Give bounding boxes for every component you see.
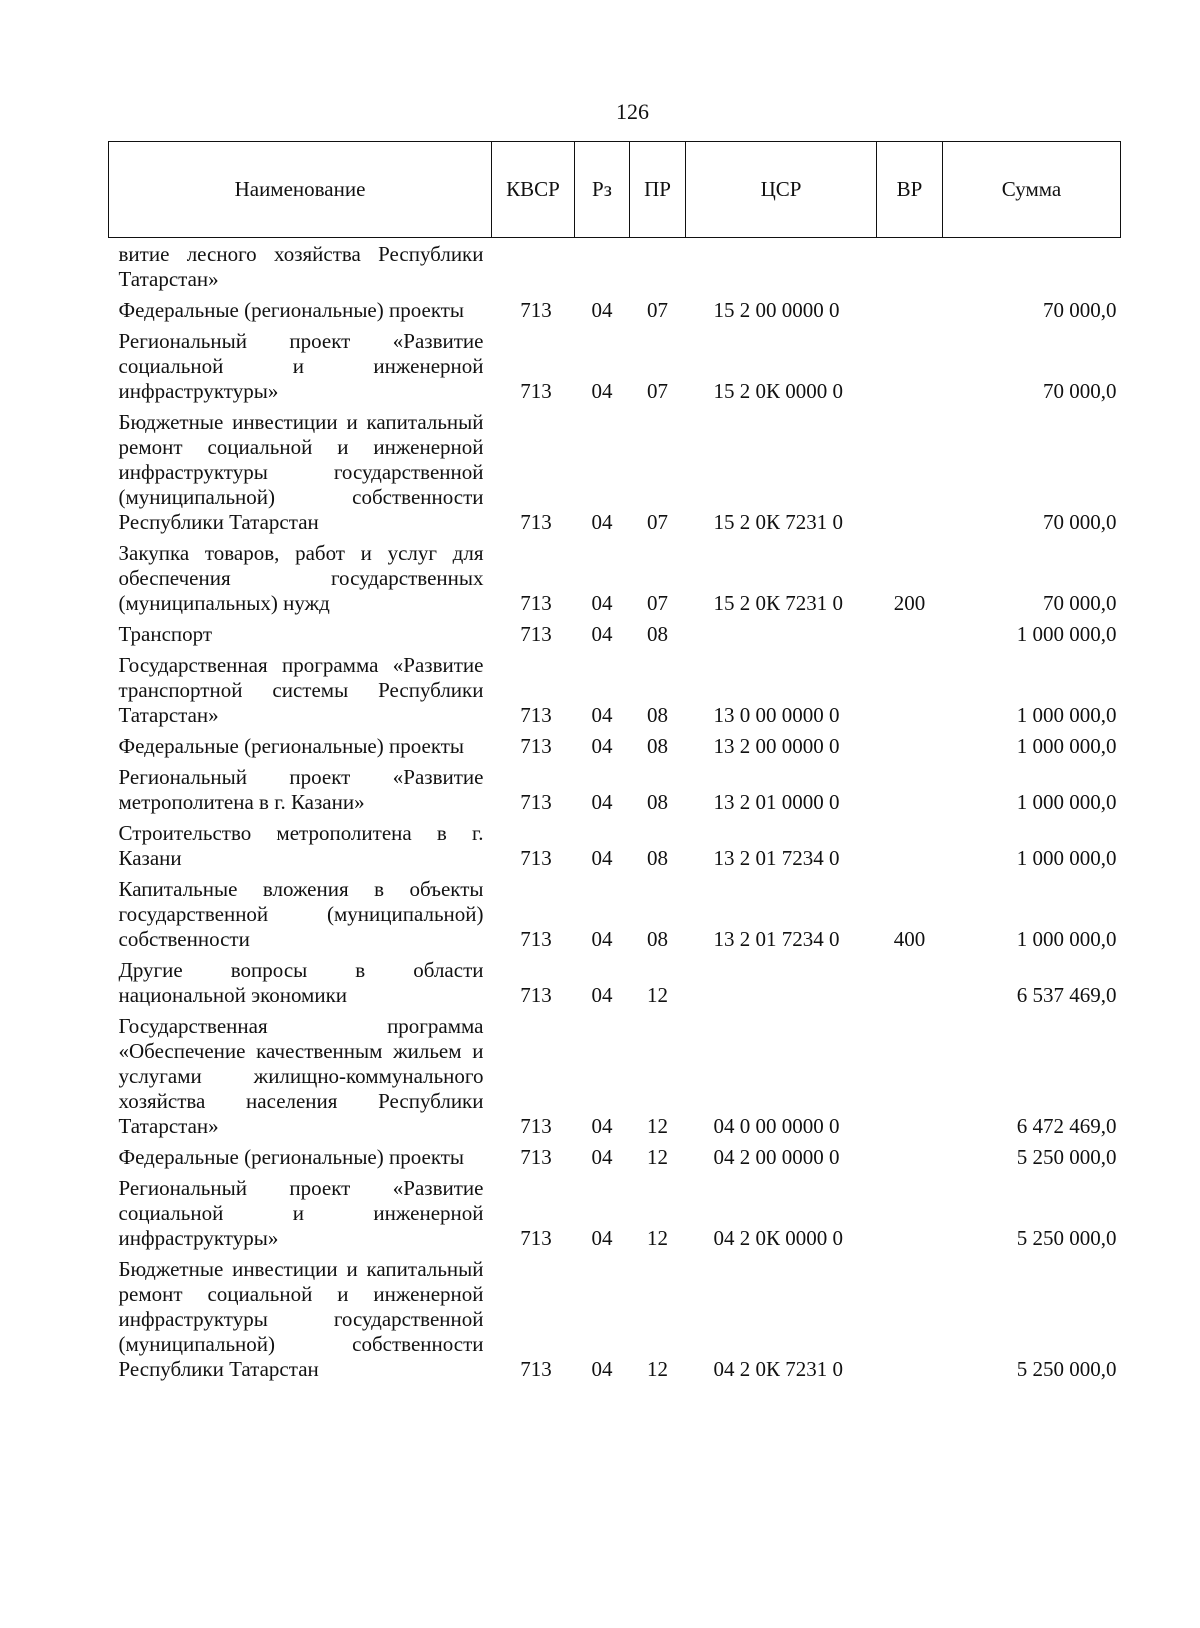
cell-vr — [877, 819, 943, 875]
table-row — [109, 620, 1121, 651]
cell-name: Федеральные (региональные) проекты — [118, 1145, 465, 1169]
cell-csr: 13 2 01 7234 0 — [713, 846, 840, 870]
cell-kvsr: 713 — [520, 703, 552, 727]
cell-kvsr: 713 — [520, 298, 552, 322]
cell-pr: 08 — [647, 790, 668, 814]
cell-vr — [877, 763, 943, 819]
cell-csr: 13 2 01 0000 0 — [713, 790, 840, 814]
table-body — [109, 238, 1121, 1387]
cell-name: Бюджетные инвестиции и капитальный ремонт социальной и инженерной инфраструктуры государственной (муниципальной) собственности Республики Татарстан — [118, 1257, 484, 1381]
table-row — [109, 539, 1121, 620]
cell-name: Федеральные (региональные) проекты — [118, 298, 465, 322]
cell-name: Государственная программа «Обеспечение качественным жильем и услугами жилищно-коммунального хозяйства населения Республики Татарстан» — [118, 1014, 484, 1138]
table-row — [109, 1143, 1121, 1174]
table-row — [109, 408, 1121, 539]
budget-table — [108, 141, 1121, 1386]
cell-csr: 04 2 0К 7231 0 — [713, 1357, 844, 1381]
cell-sum: 6 537 469,0 — [1016, 983, 1117, 1007]
cell-vr — [877, 1012, 943, 1143]
cell-kvsr: 713 — [520, 846, 552, 870]
cell-csr: 04 2 00 0000 0 — [713, 1145, 840, 1169]
cell-name: Капитальные вложения в объекты государственной (муниципальной) собственности — [118, 877, 484, 951]
cell-vr — [877, 327, 943, 408]
table-row — [109, 327, 1121, 408]
table-row — [109, 875, 1121, 956]
page-number: 126 — [616, 99, 649, 124]
cell-vr — [877, 956, 943, 1012]
cell-vr — [877, 1143, 943, 1174]
cell-kvsr: 713 — [520, 591, 552, 615]
cell-sum: 1 000 000,0 — [1016, 790, 1117, 814]
cell-kvsr: 713 — [520, 1357, 552, 1381]
cell-kvsr: 713 — [520, 510, 552, 534]
cell-kvsr: 713 — [520, 1114, 552, 1138]
cell-kvsr: 713 — [520, 1145, 552, 1169]
cell-rz: 04 — [591, 734, 613, 758]
table-row — [109, 763, 1121, 819]
cell-csr: 15 2 0К 0000 0 — [713, 379, 844, 403]
cell-pr: 12 — [647, 1145, 668, 1169]
cell-kvsr: 713 — [520, 379, 552, 403]
cell-name: Закупка товаров, работ и услуг для обеспечения государственных (муниципальных) нужд — [118, 541, 484, 615]
table-row — [109, 819, 1121, 875]
cell-vr — [877, 1174, 943, 1255]
cell-sum: 70 000,0 — [1043, 510, 1117, 534]
cell-rz: 04 — [591, 703, 613, 727]
cell-csr: 15 2 0К 7231 0 — [713, 591, 844, 615]
cell-sum: 1 000 000,0 — [1016, 703, 1117, 727]
header-csr: ЦСР — [686, 142, 877, 238]
cell-rz: 04 — [591, 846, 613, 870]
cell-vr — [877, 651, 943, 732]
cell-rz: 04 — [591, 1145, 613, 1169]
cell-csr — [686, 620, 877, 651]
cell-pr: 12 — [647, 1226, 668, 1250]
cell-name: Региональный проект «Развитие социальной и инженерной инфраструктуры» — [118, 329, 484, 403]
cell-rz: 04 — [591, 510, 613, 534]
header-rz: Рз — [575, 142, 630, 238]
cell-sum: 1 000 000,0 — [1016, 927, 1117, 951]
cell-rz — [575, 238, 630, 297]
cell-rz: 04 — [591, 379, 613, 403]
cell-pr: 08 — [647, 734, 668, 758]
cell-sum: 70 000,0 — [1043, 379, 1117, 403]
header-pr: ПР — [630, 142, 686, 238]
cell-csr: 13 2 00 0000 0 — [713, 734, 840, 758]
table-row — [109, 732, 1121, 763]
cell-csr: 15 2 0К 7231 0 — [713, 510, 844, 534]
cell-rz: 04 — [591, 983, 613, 1007]
cell-csr — [686, 238, 877, 297]
cell-sum: 5 250 000,0 — [1016, 1357, 1117, 1381]
cell-vr — [877, 732, 943, 763]
cell-rz: 04 — [591, 1357, 613, 1381]
cell-rz: 04 — [591, 1114, 613, 1138]
cell-pr: 08 — [647, 622, 668, 646]
cell-pr: 08 — [647, 927, 668, 951]
cell-sum — [943, 238, 1121, 297]
cell-vr — [877, 620, 943, 651]
cell-pr: 08 — [647, 846, 668, 870]
cell-rz: 04 — [591, 298, 613, 322]
cell-sum: 5 250 000,0 — [1016, 1226, 1117, 1250]
cell-csr: 15 2 00 0000 0 — [713, 298, 840, 322]
cell-vr — [877, 296, 943, 327]
cell-csr: 13 2 01 7234 0 — [713, 927, 840, 951]
cell-kvsr: 713 — [520, 1226, 552, 1250]
cell-rz: 04 — [591, 1226, 613, 1250]
table-row — [109, 1174, 1121, 1255]
header-kvsr: КВСР — [492, 142, 575, 238]
cell-rz: 04 — [591, 927, 613, 951]
cell-name: Государственная программа «Развитие транспортной системы Республики Татарстан» — [118, 653, 484, 727]
table-row — [109, 956, 1121, 1012]
cell-pr: 12 — [647, 1114, 668, 1138]
cell-rz: 04 — [591, 790, 613, 814]
cell-pr — [630, 238, 686, 297]
cell-kvsr: 713 — [520, 790, 552, 814]
cell-csr — [686, 956, 877, 1012]
cell-name: Бюджетные инвестиции и капитальный ремонт социальной и инженерной инфраструктуры государственной (муниципальной) собственности Республики Татарстан — [118, 410, 484, 534]
cell-kvsr: 713 — [520, 983, 552, 1007]
cell-rz: 04 — [591, 591, 613, 615]
table-row — [109, 238, 1121, 297]
cell-sum: 5 250 000,0 — [1016, 1145, 1117, 1169]
cell-name: Федеральные (региональные) проекты — [118, 734, 465, 758]
cell-sum: 1 000 000,0 — [1016, 622, 1117, 646]
cell-pr: 08 — [647, 703, 668, 727]
cell-sum: 70 000,0 — [1043, 298, 1117, 322]
cell-rz: 04 — [591, 622, 613, 646]
cell-pr: 07 — [647, 510, 668, 534]
cell-sum: 1 000 000,0 — [1016, 846, 1117, 870]
cell-vr — [877, 1255, 943, 1386]
cell-name: Строительство метрополитена в г. Казани — [118, 821, 484, 870]
header-row — [109, 142, 1121, 238]
table-row — [109, 1255, 1121, 1386]
cell-vr: 400 — [893, 927, 926, 951]
cell-kvsr: 713 — [520, 622, 552, 646]
cell-pr: 12 — [647, 1357, 668, 1381]
cell-pr: 07 — [647, 379, 668, 403]
cell-pr: 12 — [647, 983, 668, 1007]
cell-vr: 200 — [893, 591, 926, 615]
header-vr: ВР — [877, 142, 943, 238]
cell-vr — [877, 238, 943, 297]
cell-csr: 13 0 00 0000 0 — [713, 703, 840, 727]
cell-kvsr — [492, 238, 575, 297]
table-row — [109, 1012, 1121, 1143]
cell-csr: 04 0 00 0000 0 — [713, 1114, 840, 1138]
cell-name: Региональный проект «Развитие социальной и инженерной инфраструктуры» — [118, 1176, 484, 1250]
cell-vr — [877, 408, 943, 539]
cell-name: Региональный проект «Развитие метрополитена в г. Казани» — [118, 765, 484, 814]
cell-pr: 07 — [647, 298, 668, 322]
header-sum: Сумма — [943, 142, 1121, 238]
cell-kvsr: 713 — [520, 927, 552, 951]
cell-pr: 07 — [647, 591, 668, 615]
cell-name: Другие вопросы в области национальной экономики — [118, 958, 484, 1007]
cell-sum: 6 472 469,0 — [1016, 1114, 1117, 1138]
cell-csr: 04 2 0К 0000 0 — [713, 1226, 844, 1250]
table-row — [109, 651, 1121, 732]
table-header — [109, 142, 1121, 238]
header-name: Наименование — [109, 142, 492, 238]
cell-kvsr: 713 — [520, 734, 552, 758]
table-row — [109, 296, 1121, 327]
cell-sum: 70 000,0 — [1043, 591, 1117, 615]
cell-sum: 1 000 000,0 — [1016, 734, 1117, 758]
cell-name: витие лесного хозяйства Республики Татарстан» — [118, 242, 484, 291]
cell-name: Транспорт — [118, 622, 213, 646]
